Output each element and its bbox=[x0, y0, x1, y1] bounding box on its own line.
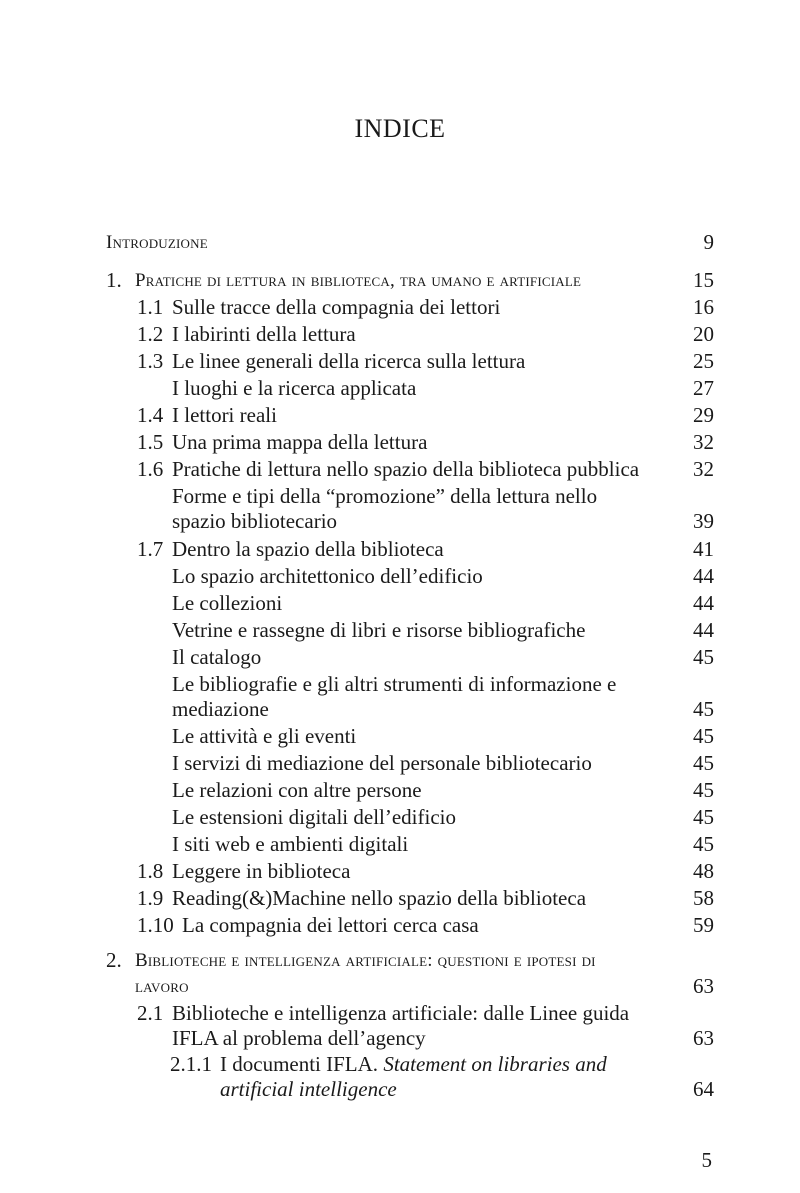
toc-subentry[interactable]: I siti web e ambienti digitali bbox=[172, 832, 409, 856]
toc-page-number: 44 bbox=[693, 591, 714, 615]
toc-subentry[interactable]: Le collezioni bbox=[172, 591, 283, 615]
toc-subentry[interactable]: Le relazioni con altre persone bbox=[172, 778, 422, 802]
toc-page-number: 9 bbox=[703, 230, 714, 254]
toc-page-number: 58 bbox=[693, 886, 714, 910]
toc-page-number: 64 bbox=[693, 1077, 714, 1101]
toc-page-number: 63 bbox=[693, 1026, 714, 1050]
toc-section-number: 1.9 bbox=[137, 886, 164, 910]
toc-page-number: 32 bbox=[693, 430, 714, 454]
toc-section-number: 1.2 bbox=[137, 322, 164, 346]
toc-page-number: 32 bbox=[693, 457, 714, 481]
toc-entry-1-4[interactable]: I lettori reali bbox=[172, 403, 277, 427]
toc-subentry-continuation[interactable]: mediazione bbox=[172, 697, 269, 721]
toc-section-number: 1.1 bbox=[137, 295, 164, 319]
toc-entry-1-6[interactable]: Pratiche di lettura nello spazio della biblioteca pubblica bbox=[172, 457, 640, 481]
toc-chapter-number: 1. bbox=[106, 268, 122, 292]
toc-subentry[interactable]: I servizi di mediazione del personale bibliotecario bbox=[172, 751, 592, 775]
toc-subentry-continuation[interactable]: spazio bibliotecario bbox=[172, 509, 338, 533]
toc-page-number: 59 bbox=[693, 913, 714, 937]
toc-subentry[interactable]: Il catalogo bbox=[172, 645, 262, 669]
toc-entry-chapter-2-continuation[interactable]: lavoro bbox=[135, 976, 189, 997]
toc-entry-1-3[interactable]: Le linee generali della ricerca sulla lettura bbox=[172, 349, 526, 373]
toc-page-number: 45 bbox=[693, 645, 714, 669]
toc-subsection-number: 2.1.1 bbox=[170, 1052, 212, 1076]
toc-page-number: 27 bbox=[693, 376, 714, 400]
toc-subentry[interactable]: Le attività e gli eventi bbox=[172, 724, 357, 748]
toc-page-number: 39 bbox=[693, 509, 714, 533]
toc-page-number: 45 bbox=[693, 805, 714, 829]
toc-section-number: 1.3 bbox=[137, 349, 164, 373]
toc-page-number: 63 bbox=[693, 974, 714, 998]
toc-subentry[interactable]: I luoghi e la ricerca applicata bbox=[172, 376, 417, 400]
toc-subentry[interactable]: Vetrine e rassegne di libri e risorse bibliografiche bbox=[172, 618, 586, 642]
toc-page-number: 45 bbox=[693, 724, 714, 748]
toc-entry-introduction[interactable]: Introduzione bbox=[106, 232, 208, 253]
page-title: INDICE bbox=[354, 114, 446, 143]
toc-page-number: 45 bbox=[693, 832, 714, 856]
toc-subentry[interactable]: Forme e tipi della “promozione” della lettura nello bbox=[172, 484, 598, 508]
toc-entry-1-2[interactable]: I labirinti della lettura bbox=[172, 322, 356, 346]
toc-page-number: 45 bbox=[693, 751, 714, 775]
page-folio-number: 5 bbox=[701, 1148, 712, 1172]
toc-entry-italic-title: Statement on libraries and bbox=[383, 1052, 607, 1076]
toc-section-number: 1.4 bbox=[137, 403, 164, 427]
toc-entry-1-5[interactable]: Una prima mappa della lettura bbox=[172, 430, 428, 454]
toc-entry-2-1[interactable]: Biblioteche e intelligenza artificiale: dalle Linee guida bbox=[172, 1001, 630, 1025]
toc-subentry[interactable]: Lo spazio architettonico dell’edificio bbox=[172, 564, 483, 588]
toc-section-number: 1.6 bbox=[137, 457, 164, 481]
toc-page-number: 44 bbox=[693, 618, 714, 642]
toc-page-number: 29 bbox=[693, 403, 714, 427]
toc-page-number: 45 bbox=[693, 778, 714, 802]
toc-entry-1-8[interactable]: Leggere in biblioteca bbox=[172, 859, 351, 883]
toc-entry-chapter-2[interactable]: Biblioteche e intelligenza artificiale: questioni e ipotesi di bbox=[135, 950, 596, 971]
toc-section-number: 2.1 bbox=[137, 1001, 164, 1025]
toc-entry-2-1-continuation[interactable]: IFLA al problema dell’agency bbox=[172, 1026, 426, 1050]
toc-page-number: 45 bbox=[693, 697, 714, 721]
toc-page-number: 44 bbox=[693, 564, 714, 588]
toc-page-number: 41 bbox=[693, 537, 714, 561]
toc-entry-2-1-1-continuation[interactable] bbox=[220, 1077, 397, 1102]
toc-subentry[interactable]: Le estensioni digitali dell’edificio bbox=[172, 805, 457, 829]
toc-entry-chapter-1[interactable]: Pratiche di lettura in biblioteca, tra umano e artificiale bbox=[135, 270, 582, 291]
toc-page-number: 16 bbox=[693, 295, 714, 319]
toc-entry-plain: I documenti IFLA. bbox=[220, 1052, 379, 1076]
toc-entry-1-7[interactable]: Dentro la spazio della biblioteca bbox=[172, 537, 444, 561]
toc-chapter-number: 2. bbox=[106, 948, 122, 972]
toc-subentry[interactable]: Le bibliografie e gli altri strumenti di informazione e bbox=[172, 672, 617, 696]
toc-entry-2-1-1[interactable] bbox=[220, 1052, 607, 1077]
toc-entry-1-10[interactable]: La compagnia dei lettori cerca casa bbox=[182, 913, 479, 937]
toc-entry-1-9[interactable]: Reading(&)Machine nello spazio della biblioteca bbox=[172, 886, 587, 910]
toc-page-number: 48 bbox=[693, 859, 714, 883]
toc-page-number: 25 bbox=[693, 349, 714, 373]
toc-entry-italic-title: artificial intelligence bbox=[220, 1077, 397, 1101]
toc-page-number: 20 bbox=[693, 322, 714, 346]
toc-section-number: 1.7 bbox=[137, 537, 164, 561]
toc-entry-1-1[interactable]: Sulle tracce della compagnia dei lettori bbox=[172, 295, 501, 319]
toc-section-number: 1.10 bbox=[137, 913, 174, 937]
toc-page-number: 15 bbox=[693, 268, 714, 292]
toc-section-number: 1.8 bbox=[137, 859, 164, 883]
toc-section-number: 1.5 bbox=[137, 430, 164, 454]
